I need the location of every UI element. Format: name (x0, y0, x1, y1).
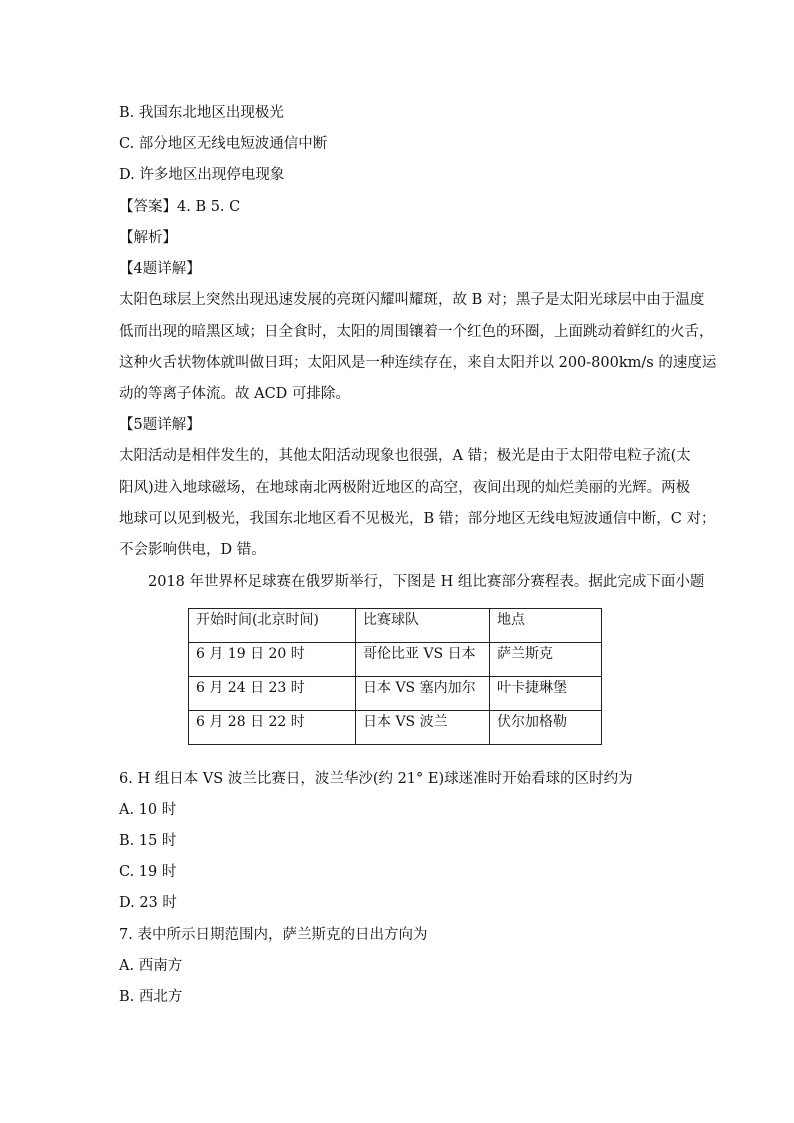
q6-option-b: B. 15 时 (119, 833, 177, 849)
q4-detail-line: 动的等离子体流。故 ACD 可排除。 (119, 386, 350, 402)
q7-option-a: A. 西南方 (119, 958, 183, 974)
q4-detail-heading: 【4题详解】 (119, 261, 201, 277)
table-header-cell: 开始时间(北京时间) (189, 609, 356, 643)
table-cell: 叶卡捷琳堡 (490, 677, 602, 711)
table-row (189, 643, 602, 677)
q5-detail-line: 不会影响供电，D 错。 (119, 542, 266, 558)
table-cell: 日本 VS 塞内加尔 (356, 677, 490, 711)
table-cell: 6 月 24 日 23 时 (189, 677, 356, 711)
q6-stem: 6. H 组日本 VS 波兰比赛日，波兰华沙(约 21° E)球迷准时开始看球的区时约为 (119, 771, 633, 787)
match-schedule-table (188, 608, 602, 745)
q4-detail-line: 太阳色球层上突然出现迅速发展的亮斑闪耀叫耀斑，故 B 对；黑子是太阳光球层中由于温度 (119, 292, 705, 308)
q6-option-d: D. 23 时 (119, 895, 177, 911)
table-row (189, 677, 602, 711)
table-cell: 伏尔加格勒 (490, 711, 602, 745)
table-header-row (189, 609, 602, 643)
q5-detail-line: 地球可以见到极光，我国东北地区看不见极光，B 错；部分地区无线电短波通信中断，C 对； (119, 511, 716, 527)
analysis-label: 【解析】 (119, 230, 177, 246)
q7-stem: 7. 表中所示日期范围内，萨兰斯克的日出方向为 (119, 927, 428, 943)
answer-line: 【答案】4. B 5. C (119, 199, 241, 215)
q6-option-a: A. 10 时 (119, 802, 177, 818)
table-cell: 6 月 28 日 22 时 (189, 711, 356, 745)
table-cell: 6 月 19 日 20 时 (189, 643, 356, 677)
table-cell: 萨兰斯克 (490, 643, 602, 677)
q4-option-b: B. 我国东北地区出现极光 (119, 105, 284, 121)
q4-detail-line: 低而出现的暗黑区域；日全食时，太阳的周围镶着一个红色的环圈，上面跳动着鲜红的火舌， (119, 324, 714, 340)
table-row (189, 711, 602, 745)
question-group-intro: 2018 年世界杯足球赛在俄罗斯举行，下图是 H 组比赛部分赛程表。据此完成下面小题 (148, 574, 705, 590)
table-cell: 哥伦比亚 VS 日本 (356, 643, 490, 677)
q5-detail-line: 阳风)进入地球磁场，在地球南北两极附近地区的高空，夜间出现的灿烂美丽的光辉。两极 (119, 480, 691, 496)
q6-option-c: C. 19 时 (119, 864, 177, 880)
table-header-cell: 比赛球队 (356, 609, 490, 643)
q7-option-b: B. 西北方 (119, 989, 183, 1005)
q5-detail-line: 太阳活动是相伴发生的，其他太阳活动现象也很强，A 错；极光是由于太阳带电粒子流(太 (119, 448, 691, 464)
q4-option-c: C. 部分地区无线电短波通信中断 (119, 136, 328, 152)
table-header-cell: 地点 (490, 609, 602, 643)
table-cell: 日本 VS 波兰 (356, 711, 490, 745)
q5-detail-heading: 【5题详解】 (119, 417, 201, 433)
q4-option-d: D. 许多地区出现停电现象 (119, 167, 285, 183)
q4-detail-line: 这种火舌状物体就叫做日珥；太阳风是一种连续存在，来自太阳并以 200-800km/s 的速度运 (119, 355, 717, 371)
